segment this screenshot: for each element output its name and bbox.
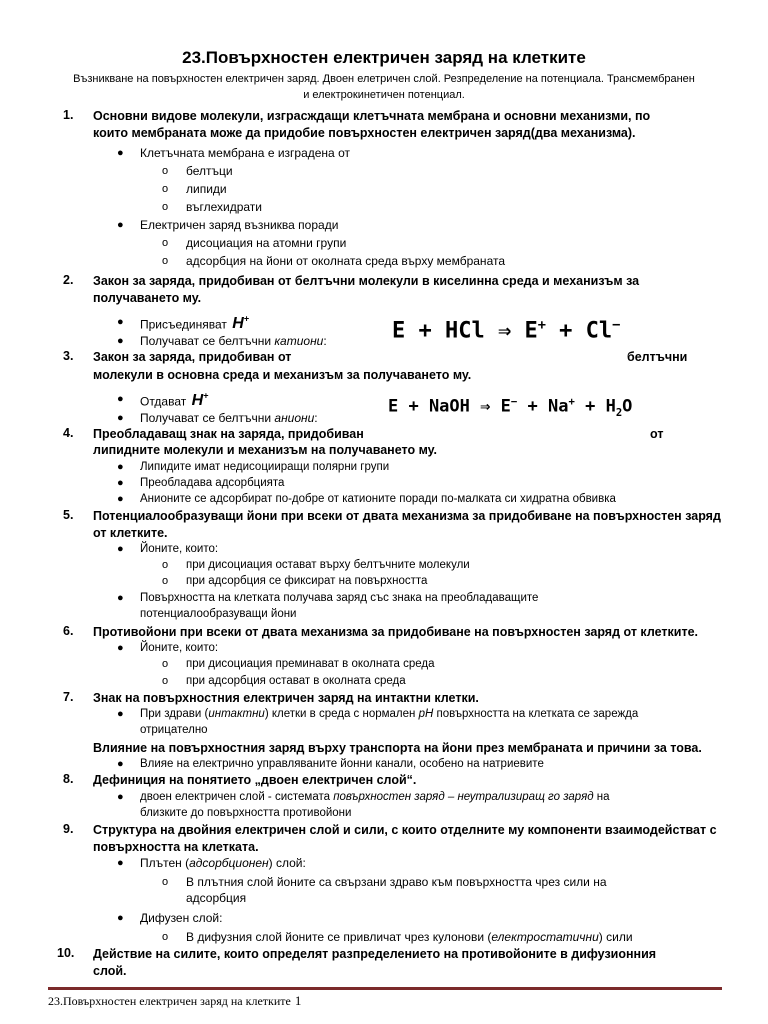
q9-sub-1 (186, 874, 607, 906)
bullet-icon: ● (117, 592, 124, 604)
q8-b1-pre: двоен електричен слой - системата (140, 791, 330, 803)
q7-b1-ph: pH (418, 708, 434, 720)
question-4-line-2: липидните молекули и механизъм на получаването му. (93, 443, 437, 457)
question-3-line-1b: белтъчни (627, 350, 688, 364)
bullet-icon: ● (117, 493, 124, 505)
q9-s2-post: ) сили (598, 930, 633, 944)
q4-bullet-2: Преобладава адсорбцията (140, 477, 285, 489)
q7-b1-mid: ) клетки в среда с нормален (264, 708, 416, 720)
page-number: 1 (294, 993, 302, 1008)
question-8: Дефиниция на понятието „двоен електричен слой“. (93, 773, 417, 787)
q8-bullet-1 (140, 789, 610, 821)
eq2-h: H (605, 396, 616, 417)
item-number-3: 3. (63, 349, 74, 363)
q9-s2-pre: В дифузния слой йоните се привличат чрез кулонови ( (186, 930, 492, 944)
q3-bullet-1 (140, 388, 208, 409)
q9-sub-1-line-1: В плътния слой йоните са свързани здраво към повърхността чрез сили на (186, 875, 607, 889)
subtitle-line-2: и електрокинетичен потенциал. (303, 89, 465, 101)
eq1-cl-charge: − (612, 317, 621, 333)
sub-bullet-icon: o (162, 876, 169, 888)
q7-bullet-1-line-1 (140, 706, 638, 722)
question-10 (93, 946, 656, 979)
eq1-left: E + HCl (392, 318, 485, 344)
bullet-icon: ● (117, 412, 124, 424)
question-2-line-1: Закон за заряда, придобиван от белтъчни молекули в киселинна среда и механизъм за (93, 274, 640, 288)
q2-bullet-2-text: Получават се белтъчни (140, 334, 272, 348)
q5-bullet-2-line-1: Повърхността на клетката получава заряд със знака на преобладаващите (140, 592, 539, 604)
eq2-o: O (622, 396, 633, 417)
q1-sub-3: въглехидрати (186, 200, 262, 214)
q3-bullet-2-text: Получават се белтъчни (140, 411, 272, 425)
question-6: Противойони при всеки от двата механизма за придобиване на повърхностен заряд от клетките. (93, 625, 698, 639)
q5-bullet-2-line-2: потенциалообразуващи йони (140, 608, 297, 620)
bullet-icon: ● (117, 912, 124, 924)
eq2-plus-2: + (585, 396, 596, 417)
eq2-h-sub: 2 (615, 407, 623, 420)
question-9-line-1: Структура на двойния електричен слой и сили, с които отделните му компоненти взаимодействат с (93, 823, 717, 837)
eq2-arrow: ⇒ (480, 396, 491, 417)
q1-sub-1: белтъци (186, 164, 233, 178)
eq2-na: Na (547, 396, 569, 417)
question-3-line-2: молекули в основна среда и механизъм за получаването му. (93, 368, 472, 382)
page-title: 23.Повърхностен електричен заряд на клетките (182, 48, 586, 67)
question-1 (93, 108, 650, 141)
hydrogen-ion (192, 392, 209, 409)
question-4-line-1a: Преобладаващ знак на заряда, придобиван (93, 427, 364, 441)
q9-sub-1-line-2: адсорбция (186, 891, 247, 905)
q2-bullet-2-emphasis: катиони (274, 334, 324, 348)
q3-bullet-2 (140, 410, 318, 426)
bullet-icon: ● (117, 708, 124, 720)
sub-bullet-icon: o (162, 237, 169, 249)
sub-bullet-icon: o (162, 675, 169, 687)
q5-sub-1: при дисоциация остават върху белтъчните молекули (186, 559, 470, 571)
equation-basic (388, 396, 632, 419)
question-2 (93, 273, 639, 306)
q6-sub-2: при адсорбция остават в околната среда (186, 675, 406, 687)
question-1-line-1: Основни видове молекули, изграсждащи клетъчната мембрана и основни механизми, по (93, 109, 651, 123)
item-number-2: 2. (63, 273, 74, 287)
item-number-9: 9. (63, 822, 74, 836)
footer-rule (48, 987, 722, 990)
item-number-10: 10. (57, 946, 75, 960)
q3-bullet-1-text: Отдават (140, 394, 187, 409)
eq1-e: E (524, 318, 538, 344)
h-symbol: H (191, 392, 204, 410)
q9-s2-em: електростатични (491, 930, 599, 944)
item-number-8: 8. (63, 772, 74, 786)
bullet-icon: ● (117, 147, 124, 159)
subtitle-line-1: Възникване на повърхностен електричен заряд. Двоен елетричен слой. Резпределение на потенциала. Трансмембранен (73, 73, 695, 85)
q9-sub-2 (186, 929, 633, 945)
h-symbol: H (232, 315, 244, 333)
q4-bullet-1: Липидите имат недисоцииращи полярни групи (140, 461, 390, 473)
bullet-icon: ● (117, 758, 124, 770)
eq1-e-charge: + (537, 317, 546, 333)
question-10-line-1: Действие на силите, които определят разпределението на противойоните в дифузионния (93, 947, 657, 961)
bullet-icon: ● (117, 477, 124, 489)
eq1-cl: Cl (585, 318, 613, 344)
bullet-icon: ● (117, 393, 124, 405)
q1-sub-4: дисоциация на атомни групи (186, 236, 347, 250)
question-4-line-1b: от (650, 427, 664, 441)
footer-text: 23.Повърхностен електричен заряд на клетките (48, 994, 291, 1008)
q9-bullet-1 (140, 855, 306, 871)
sub-bullet-icon: o (162, 575, 169, 587)
sub-bullet-icon: o (162, 255, 169, 267)
eq2-na-charge: + (568, 396, 575, 408)
sub-bullet-icon: o (162, 165, 169, 177)
q1-bullet-2: Електричен заряд възниква поради (140, 218, 339, 232)
q6-bullet-1: Йоните, които: (140, 642, 219, 654)
q5-bullet-1: Йоните, които: (140, 543, 219, 555)
bullet-icon: ● (117, 857, 124, 869)
page-subtitle (40, 71, 728, 103)
h-charge: + (203, 391, 209, 401)
q7-b1-post: повърхността на клетката се зарежда (436, 708, 639, 720)
bullet-icon: ● (117, 335, 124, 347)
q8-bullet-1-line-1 (140, 789, 610, 805)
item-number-4: 4. (63, 426, 74, 440)
q1-bullet-1: Клетъчната мембрана е изградена от (140, 146, 350, 160)
question-9 (93, 822, 717, 855)
question-3-line-1a: Закон за заряда, придобиван от (93, 350, 292, 364)
question-10-line-2: слой. (93, 963, 127, 978)
q8-b1-em: повърхностен заряд – неутрализиращ го заряд (333, 791, 594, 803)
eq2-left: E + NaOH (388, 396, 470, 417)
q7-b1-pre: При здрави ( (140, 708, 209, 720)
sub-bullet-icon: o (162, 559, 169, 571)
item-number-1: 1. (63, 108, 74, 122)
q2-bullet-1 (140, 311, 249, 332)
h-charge: + (243, 314, 250, 324)
question-2-line-2: получаването му. (93, 290, 202, 305)
eq2-plus-1: + (527, 396, 538, 417)
q5-sub-2: при адсорбция се фиксират на повърхността (186, 575, 428, 587)
bullet-icon: ● (117, 543, 124, 555)
item-number-7: 7. (63, 690, 74, 704)
q7-b1-em: интактни (208, 708, 265, 720)
bullet-icon: ● (117, 219, 124, 231)
q9-b1-em: адсорбционен (189, 856, 269, 870)
q9-bullet-2: Дифузен слой: (140, 911, 223, 925)
question-5 (93, 508, 721, 541)
q8-bullet-1-line-2: близките до повърхността противойони (140, 807, 352, 819)
eq1-arrow: ⇒ (497, 318, 512, 344)
item-number-6: 6. (63, 624, 74, 638)
item-number-5: 5. (63, 508, 74, 522)
sub-bullet-icon: o (162, 183, 169, 195)
bullet-icon: ● (117, 642, 124, 654)
bullet-icon: ● (117, 791, 124, 803)
q7-bullet-2: Влияе на електрично управляваните йонни канали, особено на натриевите (140, 758, 544, 770)
eq2-e-charge: − (510, 396, 518, 408)
question-1-line-2: които мембраната може да придобие повърхностен електричен заряд(два механизма). (93, 125, 636, 140)
q2-bullet-2 (140, 333, 327, 349)
q9-b1-pre: Плътен ( (140, 856, 190, 870)
equation-acidic (392, 317, 620, 343)
q4-bullet-3: Анионите се адсорбират по-добре от катионите поради по-малката си хидратна обвивка (140, 493, 616, 505)
bullet-icon: ● (117, 316, 124, 328)
q6-sub-1: при дисоциация преминават в околната среда (186, 658, 435, 670)
q9-b1-post: ) слой: (268, 856, 306, 870)
sub-bullet-icon: o (162, 201, 169, 213)
question-7: Знак на повърхностния електричен заряд на интактни клетки. (93, 691, 479, 705)
question-9-line-2: повърхността на клетката. (93, 839, 259, 854)
q2-bullet-2-colon: : (323, 334, 327, 348)
q8-b1-post: на (596, 791, 610, 803)
sub-bullet-icon: o (162, 658, 169, 670)
question-5-line-2: от клетките. (93, 525, 168, 540)
q1-sub-5: адсорбция на йони от околната среда върху мембраната (186, 254, 506, 268)
eq1-plus: + (559, 318, 573, 344)
question-5-line-1: Потенциалообразуващи йони при всеки от двата механизма за придобиване на повърхностен заряд (93, 509, 721, 523)
bullet-icon: ● (117, 461, 124, 473)
hydrogen-ion (232, 315, 249, 332)
q7-bullet-1-line-2: отрицателно (140, 724, 208, 736)
q1-sub-2: липиди (186, 182, 227, 196)
page-footer (48, 993, 301, 1009)
q2-bullet-1-text: Присъединяват (140, 317, 227, 332)
q3-bullet-2-colon: : (314, 411, 318, 425)
eq2-e: E (500, 396, 511, 417)
q3-bullet-2-emphasis: аниони (274, 411, 315, 425)
q7-bullet-1 (140, 706, 638, 738)
sub-bullet-icon: o (162, 931, 169, 943)
q7-extra-heading: Влияние на повърхностния заряд върху транспорта на йони през мембраната и причини за това. (93, 741, 702, 755)
q5-bullet-2 (140, 590, 538, 622)
